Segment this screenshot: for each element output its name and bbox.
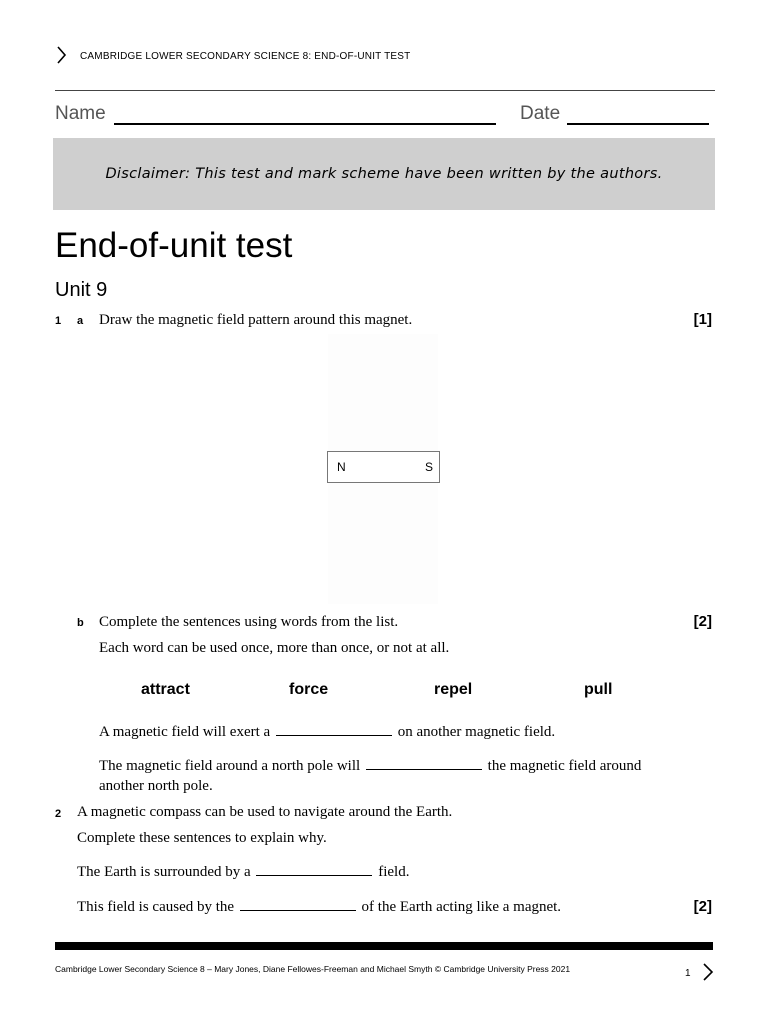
sentence-start: The magnetic field around a north pole will: [99, 758, 361, 774]
disclaimer-box: [53, 138, 715, 210]
instruction-text: Each word can be used once, more than once, or not at all.: [99, 640, 450, 656]
bar-magnet: [327, 451, 440, 483]
word-option: attract: [141, 681, 190, 698]
answer-blank[interactable]: [256, 864, 372, 876]
header-title: CAMBRIDGE LOWER SECONDARY SCIENCE 8: END-OF-UNIT TEST: [80, 51, 411, 62]
sentence-end: field.: [378, 864, 410, 880]
word-option: pull: [584, 681, 613, 698]
chevron-right-icon[interactable]: [702, 963, 714, 981]
word-option: force: [289, 681, 329, 698]
sentence-end: the magnetic field around: [487, 758, 642, 774]
question-text: Complete the sentences using words from the list.: [99, 614, 399, 630]
question-part-letter: b: [77, 617, 84, 629]
chevron-right-icon: [55, 46, 69, 64]
sentence-end: on another magnetic field.: [397, 724, 556, 740]
sentence-continuation: another north pole.: [99, 778, 213, 794]
instruction-text: Complete these sentences to explain why.: [77, 830, 327, 846]
sentence-start: The Earth is surrounded by a: [77, 864, 251, 880]
answer-blank[interactable]: [276, 724, 392, 736]
question-text: A magnetic compass can be used to navigate around the Earth.: [77, 804, 453, 820]
answer-blank[interactable]: [366, 758, 482, 770]
running-header: [55, 46, 715, 66]
south-pole-label: S: [424, 460, 433, 474]
question-text: Draw the magnetic field pattern around this magnet.: [99, 312, 413, 328]
marks-label: [2]: [693, 898, 712, 915]
page-number: 1: [685, 968, 691, 979]
header-rule: [55, 90, 715, 91]
question-number: 2: [55, 808, 62, 820]
unit-label: Unit 9: [55, 279, 108, 301]
north-pole-label: N: [337, 460, 346, 474]
marks-label: [1]: [693, 311, 712, 328]
answer-blank[interactable]: [240, 899, 356, 911]
name-date-row: [55, 103, 715, 129]
footer-bar: [55, 942, 713, 950]
sentence-start: A magnetic field will exert a: [99, 724, 271, 740]
marks-label: [2]: [693, 613, 712, 630]
sentence-start: This field is caused by the: [77, 899, 235, 915]
name-field[interactable]: [114, 123, 496, 125]
page-title: End-of-unit test: [55, 226, 293, 265]
footer-copyright: Cambridge Lower Secondary Science 8 – Mary Jones, Diane Fellowes-Freeman and Michael Smyth © Cambridge University Press 2021: [55, 964, 571, 974]
sentence-end: of the Earth acting like a magnet.: [361, 899, 562, 915]
name-label: Name: [55, 103, 106, 124]
sentence: [99, 724, 555, 741]
sentence: [77, 864, 409, 881]
sentence: [77, 899, 561, 916]
disclaimer-text: Disclaimer: This test and mark scheme have been written by the authors.: [105, 166, 663, 182]
question-part-letter: a: [77, 315, 84, 327]
word-option: repel: [434, 681, 473, 698]
question-number: 1: [55, 315, 62, 327]
date-field[interactable]: [567, 123, 709, 125]
sentence: [99, 758, 641, 775]
date-label: Date: [520, 103, 561, 124]
